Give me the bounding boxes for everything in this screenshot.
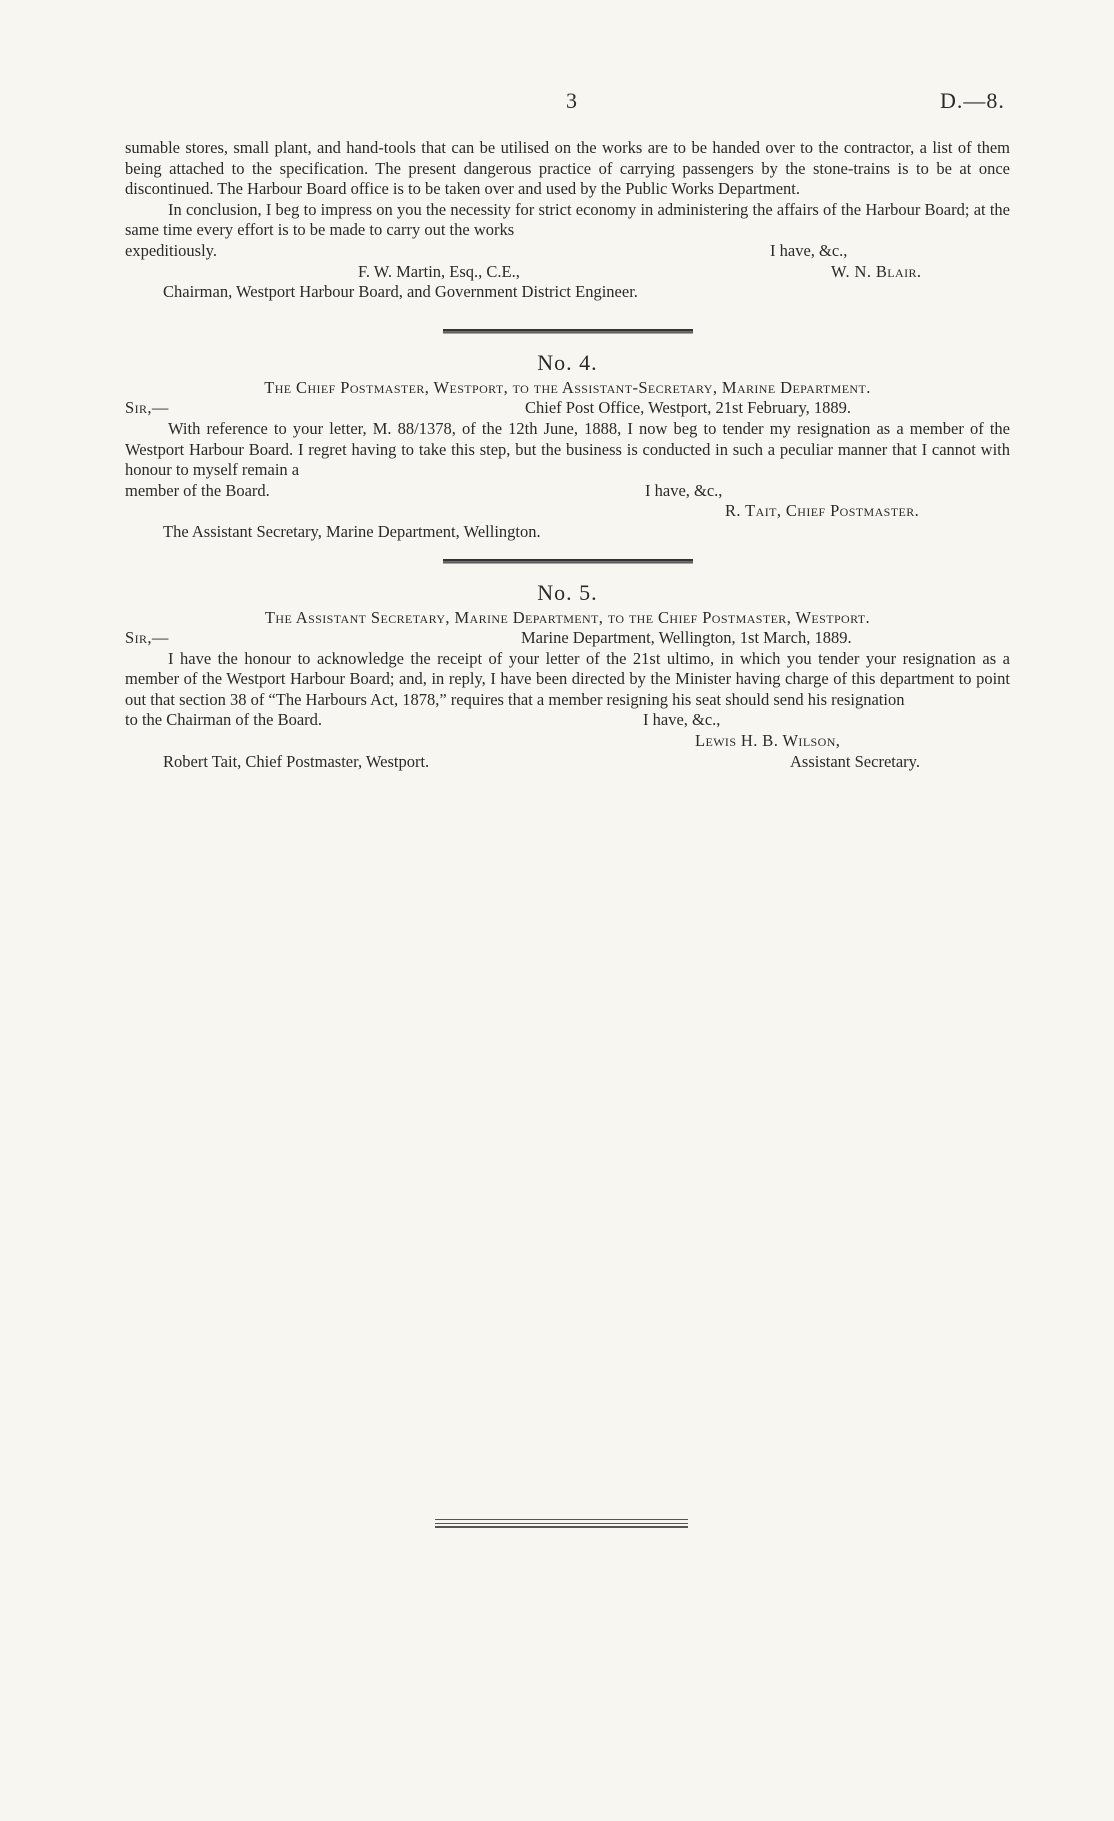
intro-addressee-title-row <box>125 282 1010 303</box>
no4-salutation: Sir,— <box>125 398 169 418</box>
section-heading-no5: No. 5. <box>537 579 598 605</box>
intro-signature-row <box>125 262 1010 283</box>
no5-addressee: Robert Tait, Chief Postmaster, Westport. <box>163 751 430 771</box>
intro-last-word: expeditiously. <box>125 240 217 260</box>
intro-addressee-title: Chairman, Westport Harbour Board, and Government District Engineer. <box>163 282 638 302</box>
section-heading-no4: No. 4. <box>537 349 598 375</box>
intro-signature: W. N. Blair. <box>831 261 922 281</box>
no4-signature: R. Tait, Chief Postmaster. <box>725 501 920 521</box>
no4-addressee-row <box>125 522 1010 543</box>
end-rule <box>435 1519 688 1530</box>
no5-dateline: Marine Department, Wellington, 1st March, 1889. <box>521 628 852 648</box>
intro-closing-row <box>125 241 1010 262</box>
intro-paragraph-2: In conclusion, I beg to impress on you the necessity for strict economy in administering the affairs of the Harbour Board; at the same time every effort is to be made to carry out the works <box>125 199 1010 240</box>
intro-addressee: F. W. Martin, Esq., C.E., <box>358 261 520 281</box>
no4-closing-row <box>125 481 1010 502</box>
page-header <box>0 88 1114 118</box>
no4-signature-row <box>125 501 1010 522</box>
page-number: 3 <box>566 88 577 113</box>
no5-signature-title: Assistant Secretary. <box>790 751 920 771</box>
no4-subheading: The Chief Postmaster, Westport, to the Assistant-Secretary, Marine Department. <box>264 377 871 397</box>
document-body <box>125 138 1010 772</box>
no5-body: I have the honour to acknowledge the receipt of your letter of the 21st ultimo, in which you tender your resignation as a member of the Westport Harbour Board; and, in reply, I have been directed by the Minister having charge of this department to point out that section 38 of “The Harbours Act, 1878,” requires that a member resigning his seat should send his resignation <box>125 648 1010 709</box>
no5-signature-row <box>125 731 1010 752</box>
no5-addressee-row <box>125 752 1010 773</box>
no5-closing-row <box>125 710 1010 731</box>
no5-salutation: Sir,— <box>125 628 169 648</box>
intro-paragraph-1: sumable stores, small plant, and hand-tools that can be utilised on the works are to be handed over to the contractor, a list of them being attached to the specification. The present dangerous practice of carrying passengers by the stone-trains is to be at once discontinued. The Harbour Board office is to be taken over and used by the Public Works Department. <box>125 138 1010 199</box>
no4-body: With reference to your letter, M. 88/1378, of the 12th June, 1888, I now beg to tender my resignation as a member of the Westport Harbour Board. I regret having to take this step, but the business is conducted in such a peculiar manner that I cannot with honour to myself remain a <box>125 418 1010 480</box>
no4-salutation-row <box>125 398 1010 419</box>
document-reference: D.—8. <box>940 88 1005 113</box>
no5-signature: Lewis H. B. Wilson, <box>695 731 841 751</box>
no4-dateline: Chief Post Office, Westport, 21st February, 1889. <box>525 398 852 418</box>
no5-salutation-row <box>125 628 1010 649</box>
no4-addressee: The Assistant Secretary, Marine Department, Wellington. <box>163 521 541 541</box>
intro-closing: I have, &c., <box>770 240 848 260</box>
no4-closing: I have, &c., <box>645 480 723 500</box>
no5-last-line: to the Chairman of the Board. <box>125 710 323 730</box>
no4-last-line: member of the Board. <box>125 480 270 500</box>
no5-subheading: The Assistant Secretary, Marine Department, to the Chief Postmaster, Westport. <box>264 607 871 627</box>
no5-closing: I have, &c., <box>643 710 721 730</box>
